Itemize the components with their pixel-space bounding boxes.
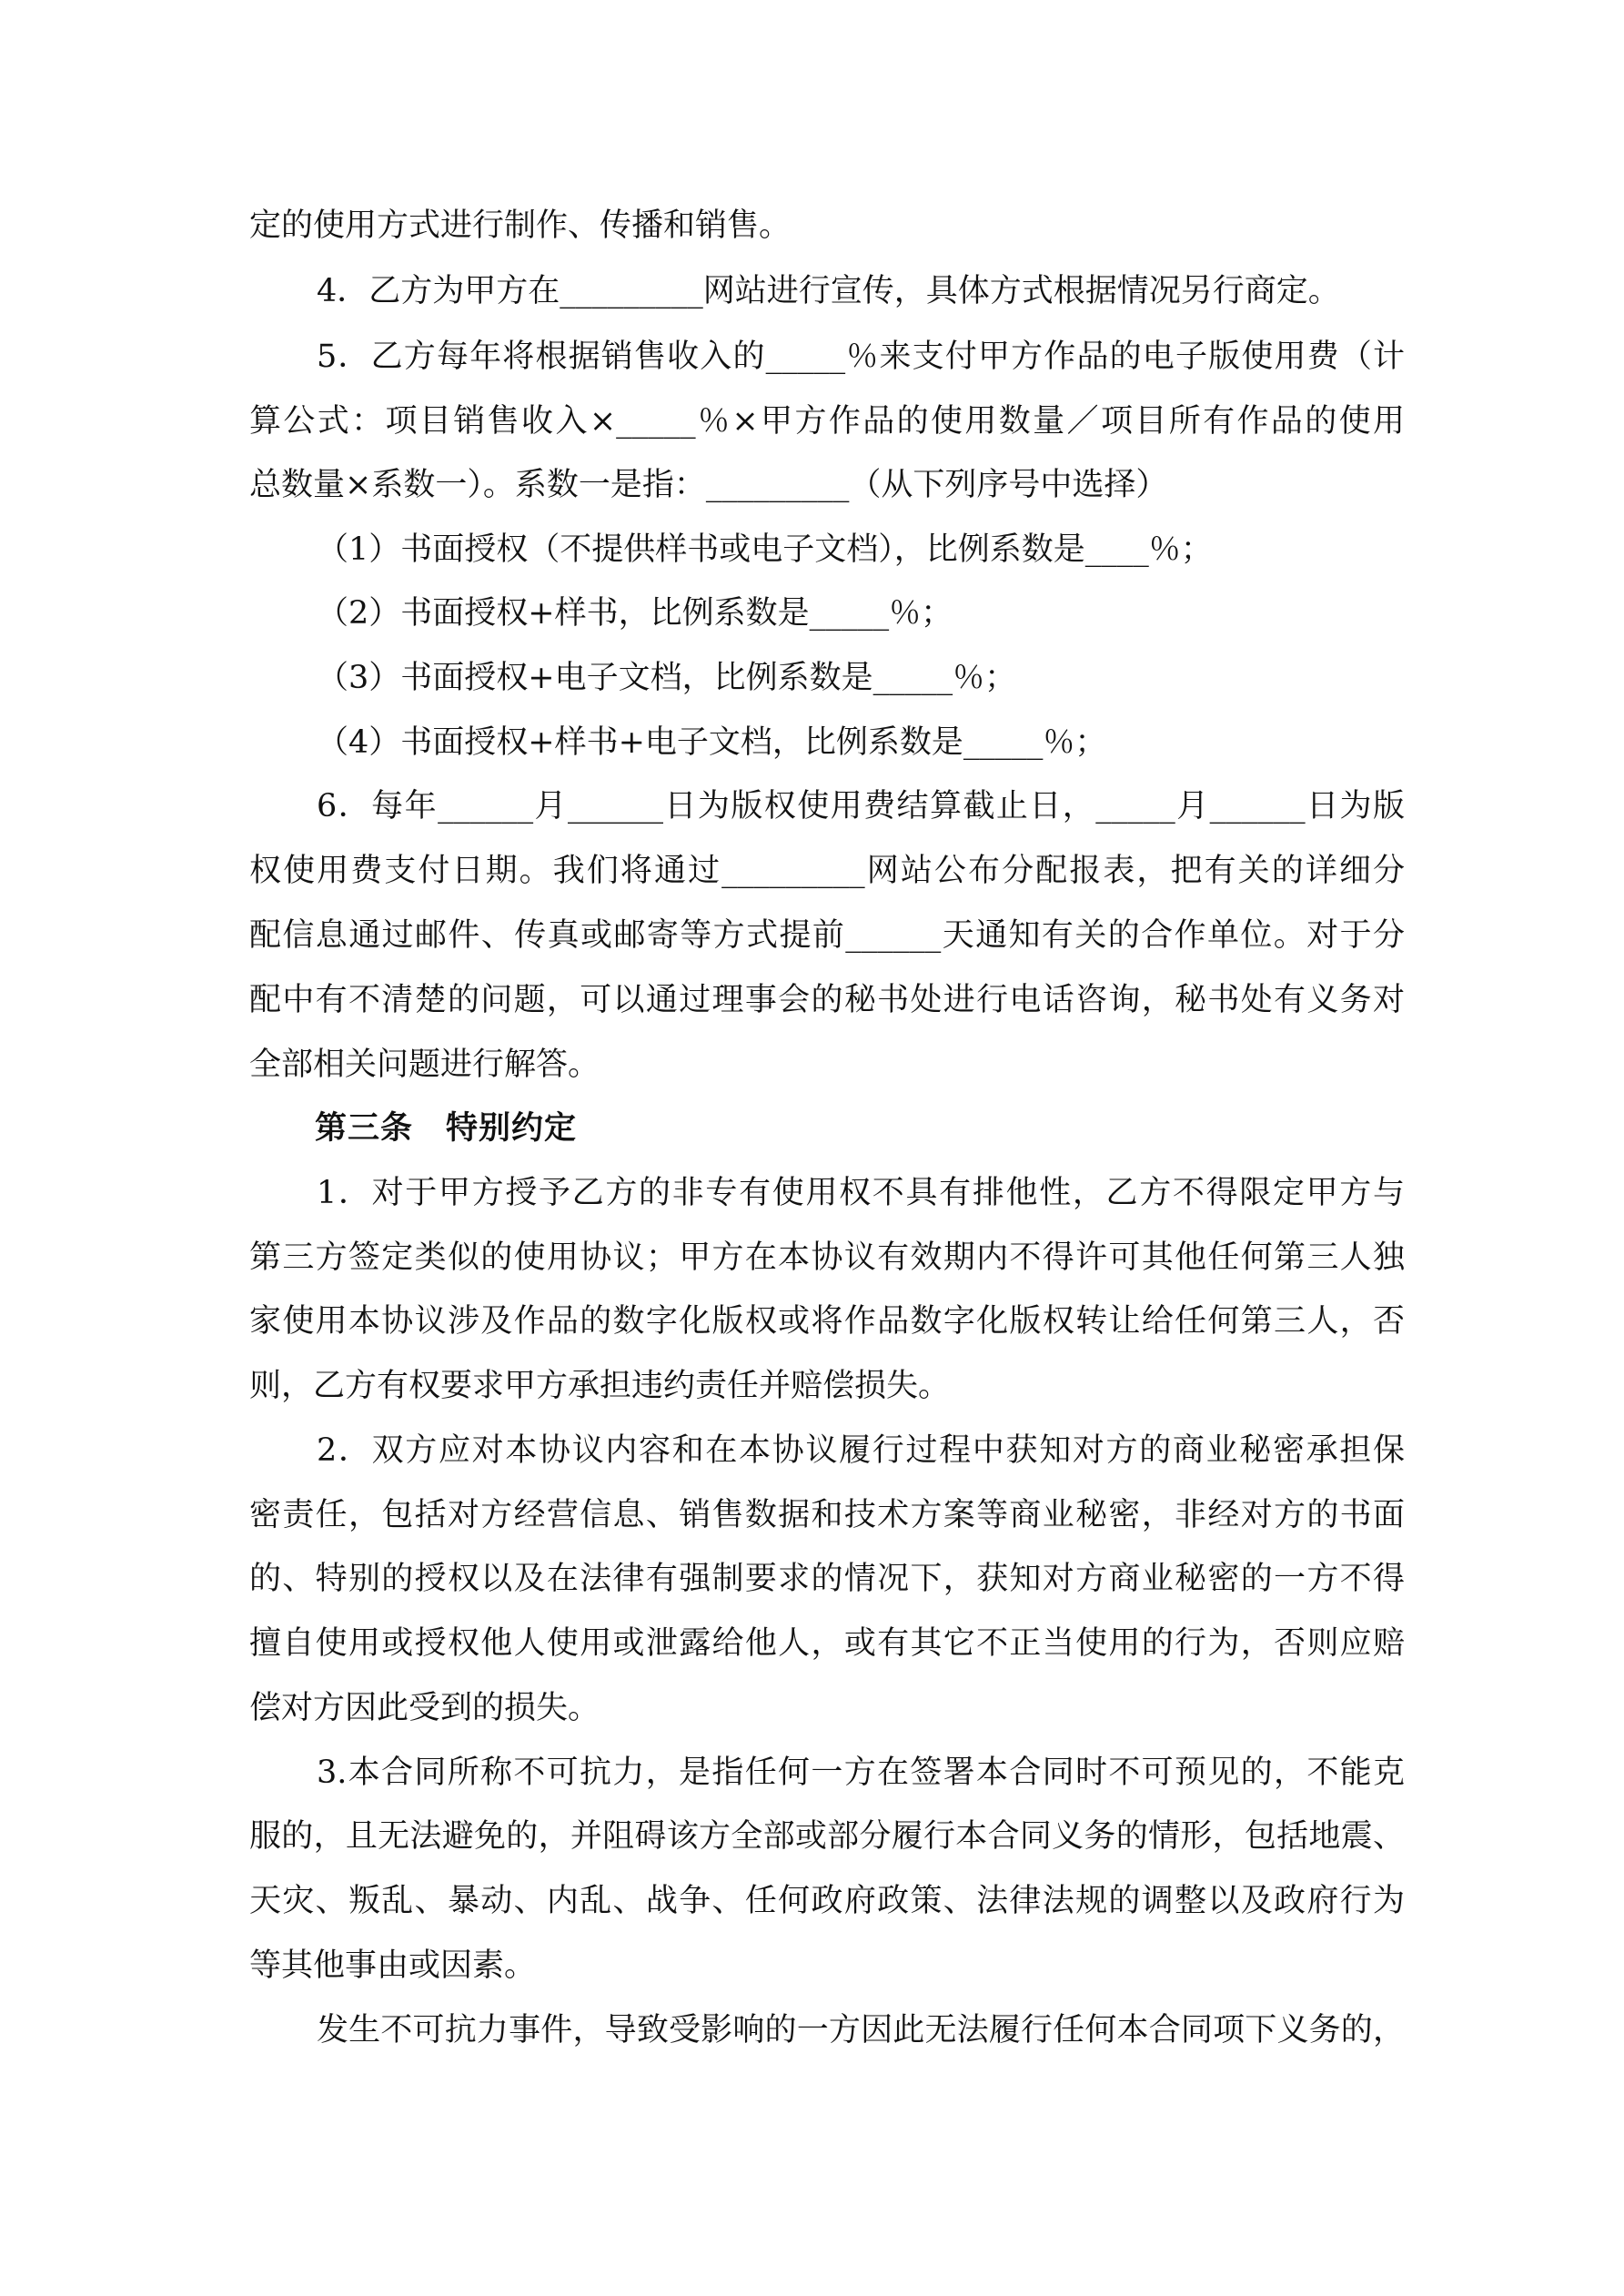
option-3-line: （3）书面授权+电子文档，比例系数是_____％； [317,660,1017,696]
clause-6-line: 配信息通过邮件、传真或邮寄等方式提前______天通知有关的合作单位。对于分 [249,917,1405,954]
clause-4-line: 4．乙方为甲方在_________网站进行宣传，具体方式根据情况另行商定。 [317,273,1340,309]
special-clause-3-line: 天灾、叛乱、暴动、内乱、战争、任何政府政策、法律法规的调整以及政府行为 [249,1883,1405,1919]
special-clause-2-line: 擅自使用或授权他人使用或泄露给他人，或有其它不正当使用的行为，否则应赔 [249,1625,1405,1662]
clause-6-line: 配中有不清楚的问题，可以通过理事会的秘书处进行电话咨询，秘书处有义务对 [249,982,1405,1018]
special-clause-1-line: 则，乙方有权要求甲方承担违约责任并赔偿损失。 [249,1368,951,1404]
special-clause-3-line: 等其他事由或因素。 [249,1947,537,1984]
special-clause-1-line: 第三方签定类似的使用协议；甲方在本协议有效期内不得许可其他任何第三人独 [249,1239,1405,1276]
option-2-line: （2）书面授权+样书，比例系数是_____％； [317,595,953,632]
clause-5-line: 总数量×系数一）。系数一是指：_________（从下列序号中选择） [249,467,1168,503]
special-clause-1-line: 家使用本协议涉及作品的数字化版权或将作品数字化版权转让给任何第三人，否 [249,1303,1405,1340]
special-clause-1-line: 1．对于甲方授予乙方的非专有使用权不具有排他性，乙方不得限定甲方与 [317,1175,1405,1211]
paragraph-line: 定的使用方式进行制作、传播和销售。 [249,207,792,244]
special-clause-3-line: 服的，且无法避免的，并阻碍该方全部或部分履行本合同义务的情形，包括地震、 [249,1818,1405,1855]
special-clause-2-line: 的、特别的授权以及在法律有强制要求的情况下，获知对方商业秘密的一方不得 [249,1561,1405,1597]
clause-5-line: 算公式：项目销售收入×_____％×甲方作品的使用数量／项目所有作品的使用 [249,403,1405,440]
clause-5-line: 5．乙方每年将根据销售收入的_____％来支付甲方作品的电子版使用费（计 [317,339,1405,375]
force-majeure-line: 发生不可抗力事件，导致受影响的一方因此无法履行任何本合同项下义务的， [317,2012,1405,2048]
special-clause-2-line: 偿对方因此受到的损失。 [249,1690,600,1726]
clause-6-line: 6．每年______月______日为版权使用费结算截止日，_____月______日为版 [317,788,1405,824]
clause-6-line: 全部相关问题进行解答。 [249,1047,600,1083]
option-4-line: （4）书面授权+样书+电子文档，比例系数是_____％； [317,724,1107,761]
clause-6-line: 权使用费支付日期。我们将通过_________网站公布分配报表，把有关的详细分 [249,853,1405,889]
special-clause-2-line: 密责任，包括对方经营信息、销售数据和技术方案等商业秘密，非经对方的书面 [249,1497,1405,1533]
section-heading: 第三条 特别约定 [315,1109,578,1147]
option-1-line: （1）书面授权（不提供样书或电子文档），比例系数是____％； [317,531,1213,568]
special-clause-2-line: 2．双方应对本协议内容和在本协议履行过程中获知对方的商业秘密承担保 [317,1432,1405,1469]
special-clause-3-line: 3.本合同所称不可抗力，是指任何一方在签署本合同时不可预见的，不能克 [317,1755,1405,1791]
